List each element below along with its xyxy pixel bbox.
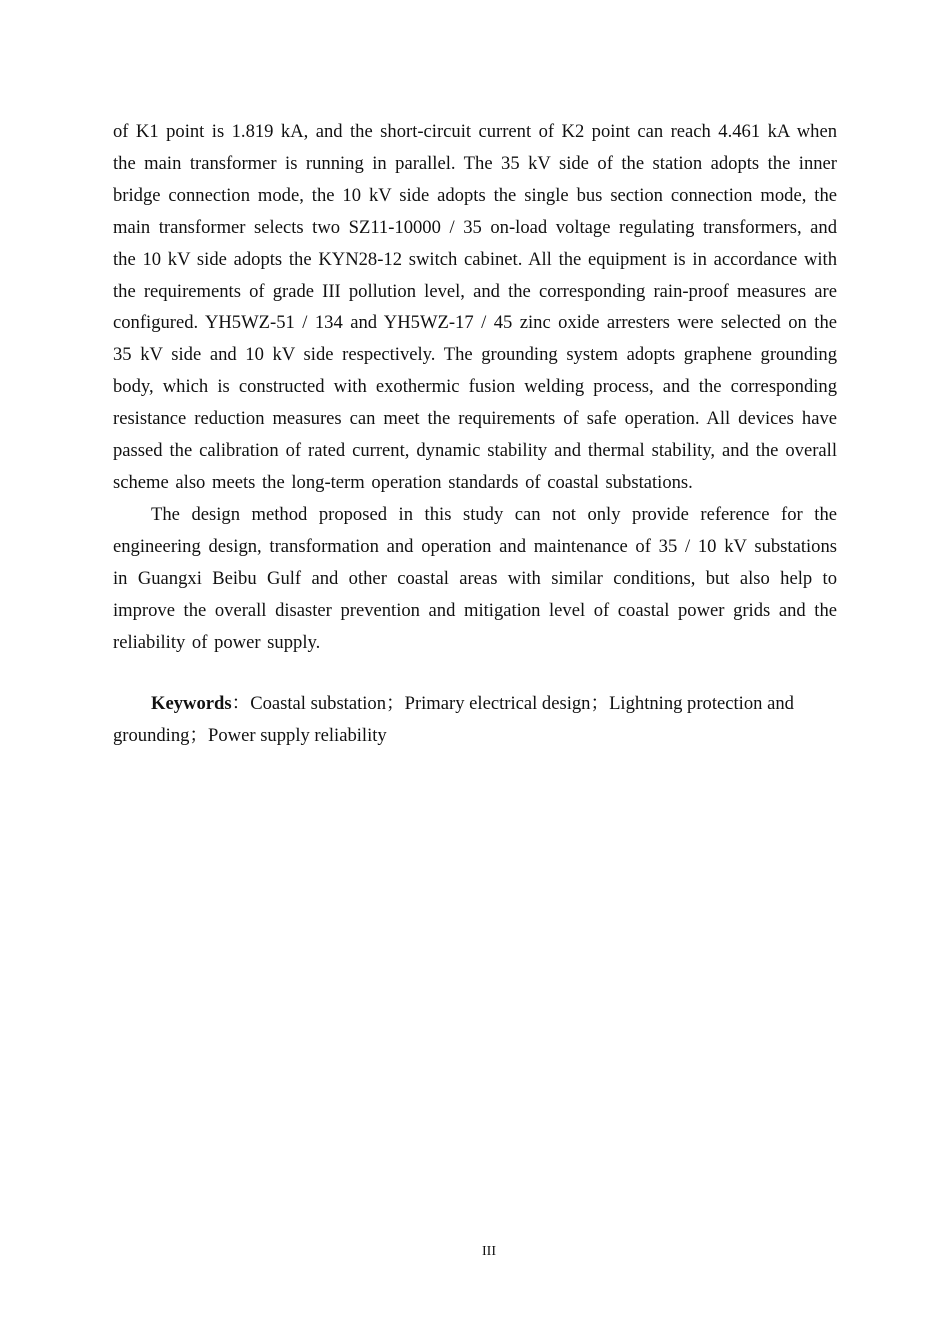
keywords-line: [113, 688, 825, 752]
keywords-label: Keywords: [151, 693, 232, 715]
abstract-body: [113, 116, 837, 752]
abstract-paragraph-continued: of K1 point is 1.819 kA, and the short-circuit current of K2 point can reach 4.461 kA when the main transformer is running in parallel. The 35 kV side of the station adopts the inner bridge connection mode, the 10 kV side adopts the single bus section connection mode, the main transformer selects two SZ11-10000 / 35 on-load voltage regulating transformers, and the 10 kV side adopts the KYN28-12 switch cabinet. All the equipment is in accordance with the requirements of grade III pollution level, and the corresponding rain-proof measures are configured. YH5WZ-51 / 134 and YH5WZ-17 / 45 zinc oxide arresters were selected on the 35 kV side and 10 kV side respectively. The grounding system adopts graphene grounding body, which is constructed with exothermic fusion welding process, and the corresponding resistance reduction measures can meet the requirements of safe operation. All devices have passed the calibration of rated current, dynamic stability and thermal stability, and the overall scheme also meets the long-term operation standards of coastal substations.: [113, 121, 837, 493]
page-number: III: [482, 1244, 496, 1259]
keywords-separator: ：: [231, 693, 251, 715]
abstract-paragraph: The design method proposed in this study can not only provide reference for the engineering design, transformation and operation and maintenance of 35 / 10 kV substations in Guangxi Beibu Gulf and other coastal areas with similar conditions, but also help to improve the overall disaster prevention and mitigation level of coastal power grids and the reliability of power supply.: [113, 503, 837, 653]
keywords-text: Coastal substation；Primary electrical design；Lightning protection and grounding；Power supply reliability: [113, 693, 794, 747]
